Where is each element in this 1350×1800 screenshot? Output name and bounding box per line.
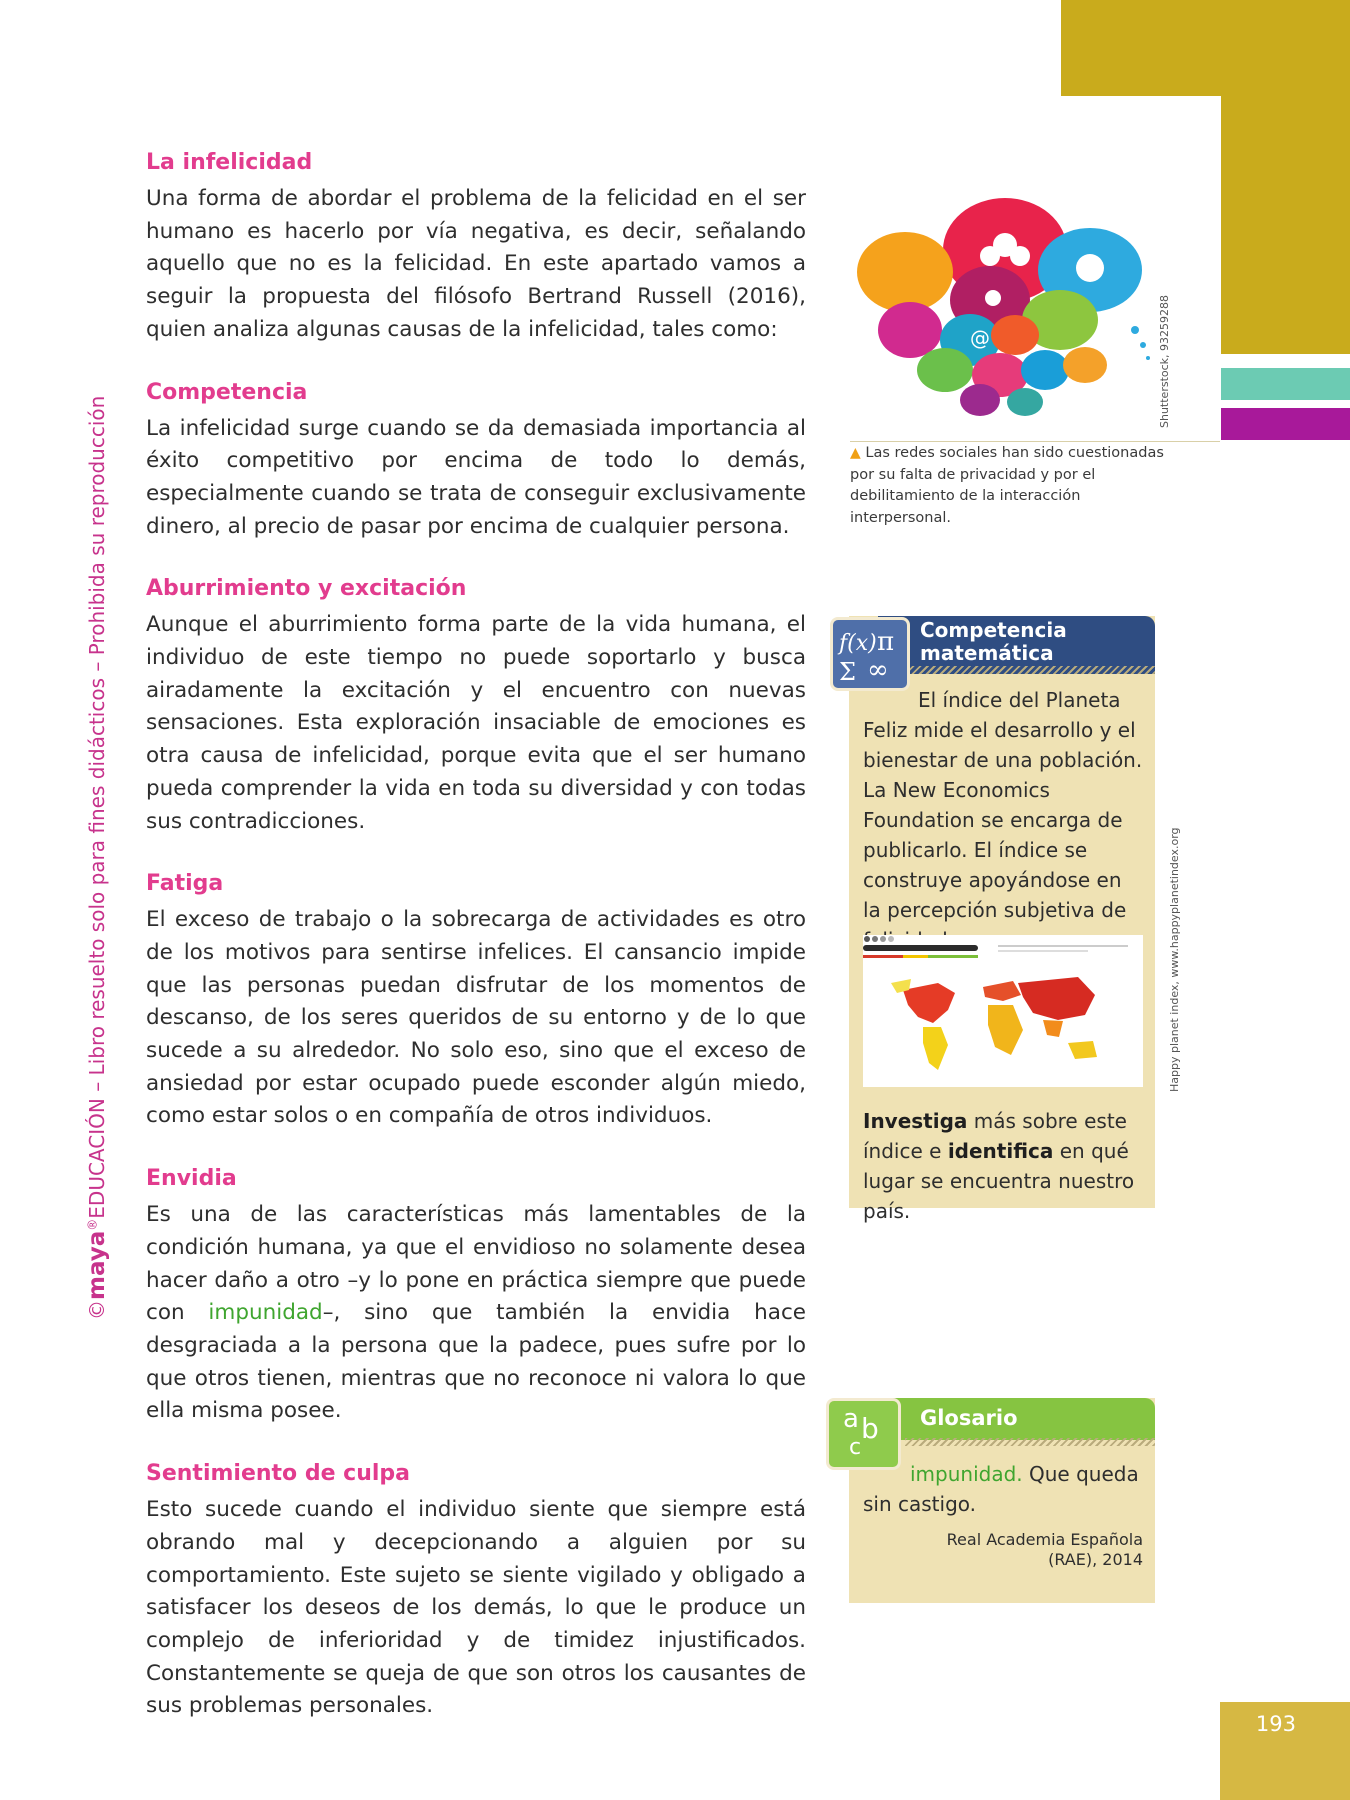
task-text: más sobre este índice e — [863, 1109, 1127, 1163]
happy-planet-world-map — [863, 935, 1143, 1087]
section-title: La infelicidad — [146, 150, 313, 175]
task-verb: Investiga — [863, 1109, 968, 1133]
math-symbol: Σ — [839, 658, 856, 686]
math-task — [863, 1106, 1145, 1226]
glossary-title: Glosario — [920, 1406, 1018, 1430]
math-symbol: π — [877, 627, 895, 657]
glossary-source: Real Academia Española (RAE), 2014 — [946, 1530, 1143, 1569]
photo-divider — [850, 441, 1220, 442]
header-stripe — [905, 1438, 1155, 1446]
main-column — [146, 150, 806, 1756]
glossary-letter: c — [849, 1435, 862, 1460]
section-paragraph: El exceso de trabajo o la sobrecarga de actividades es otro de los motivos para sentirse infelices. El cansancio impide que las personas puedan disfrutar de los momentos de descanso, de los seres queridos de su entorno y de lo que sucede a su alrededor. No solo eso, sino que el exceso de ansiedad por estar ocupado puede esconder algún miedo, como estar solos o en compañía de otros individuos. — [146, 907, 806, 1129]
math-competence-text — [863, 685, 1145, 955]
paragraph-text: Es una de las características más lamentables de la condición humana, ya que el envidioso no solamente desea hacer daño a otro –y lo pone en práctica siempre que puede con — [146, 1202, 806, 1326]
page-number: 193 — [1255, 1712, 1296, 1736]
task-verb: identifica — [947, 1139, 1054, 1163]
math-body-text: El índice del Planeta Feliz mide el desarrollo y el bienestar de una población. La New Economics Foundation se encarga de publicarlo. El índice se construye apoyándose en la percepción subjetiva de — [863, 688, 1143, 922]
glossary-letter: a — [843, 1404, 859, 1434]
photo-credit: Shutterstock, 93259288 — [1158, 294, 1171, 428]
glossary-term: impunidad. — [910, 1462, 1023, 1486]
copyright-registered: ® — [85, 1218, 100, 1231]
glossary-definition — [863, 1459, 1145, 1519]
side-copyright — [84, 396, 110, 1320]
decorative-gold-column — [1221, 96, 1350, 354]
map-credit: Happy planet index, www.happyplanetindex.org — [1168, 827, 1181, 1092]
section-title: Competencia — [146, 379, 308, 405]
math-symbol: ∞ — [867, 655, 889, 685]
task-text: en qué lugar se encuentra nuestro país. — [863, 1139, 1135, 1223]
header-stripe — [905, 666, 1155, 674]
section-title: Aburrimiento y excitación — [146, 576, 467, 602]
section-paragraph — [146, 1199, 806, 1428]
section-title: Sentimiento de culpa — [146, 1461, 410, 1487]
caption-text: Las redes sociales han sido cuestionadas por su falta de privacidad y por el debilitamiento de la interacción interpersonal. — [850, 445, 1164, 526]
decorative-gold-block-top — [1061, 0, 1350, 96]
section-paragraph: Esto sucede cuando el individuo siente que siempre está obrando mal y decepcionando a alguien por su comportamiento. Este sujeto se siente vigilado y obligado a satisfacer los deseos de los demás, lo que le produce un complejo de inferioridad y de timidez injustificados. Constantemente se queja de que son otros los causantes de sus problemas personales. — [146, 1497, 806, 1719]
glossary-highlight: impunidad — [208, 1300, 323, 1326]
section-paragraph: Aunque el aburrimiento forma parte de la vida humana, el individuo de este tiempo no puede soportarlo y busca airadamente la excitación y el encuentro con nuevas sensaciones. Esta exploración insaciable de emociones es otra causa de infelicidad, porque evita que el ser humano pueda comprender la vida en toda su diversidad y con todas sus contradicciones. — [146, 612, 806, 834]
svg-text:@: @ — [970, 326, 990, 350]
decorative-teal-bar — [1221, 368, 1350, 400]
math-symbols-icon — [830, 617, 910, 691]
glossary-definition-text: Que queda sin castigo. — [863, 1462, 1139, 1516]
section-paragraph: La infelicidad surge cuando se da demasiada importancia al éxito competitivo por encima de todo lo demás, especialmente cuando se trata de conseguir exclusivamente dinero, al precio de pasar por encima de cualquier persona. — [146, 415, 806, 539]
section-title: Fatiga — [146, 871, 224, 897]
math-symbol: f(x) — [839, 631, 877, 656]
social-media-illustration — [850, 190, 1150, 435]
copyright-text: EDUCACIÓN – Libro resuelto solo para fines didácticos – Prohibida su reproducción — [85, 395, 109, 1219]
decorative-purple-bar — [1221, 408, 1350, 440]
paragraph-text: –, sino que también la envidia hace desgraciada a la persona que la padece, pues sufre por lo que otros tienen, mientras que no reconoce ni valora lo que ella misma posee. — [146, 1300, 806, 1424]
copyright-brand: maya — [84, 1230, 110, 1300]
copyright-symbol: © — [85, 1300, 109, 1320]
math-competence-title: Competencia matemática — [920, 618, 1067, 665]
section-title: Envidia — [146, 1166, 237, 1192]
section-paragraph: Una forma de abordar el problema de la felicidad en el ser humano es hacerlo por vía negativa, es decir, señalando aquello que no es la felicidad. En este apartado vamos a seguir la propuesta del filósofo Bertrand Russell (2016), quien analiza algunas causas de la infelicidad, tales como: — [146, 186, 806, 342]
triangle-icon: ▲ — [850, 445, 861, 461]
photo-caption — [850, 443, 1170, 529]
glossary-letter: b — [861, 1412, 879, 1445]
